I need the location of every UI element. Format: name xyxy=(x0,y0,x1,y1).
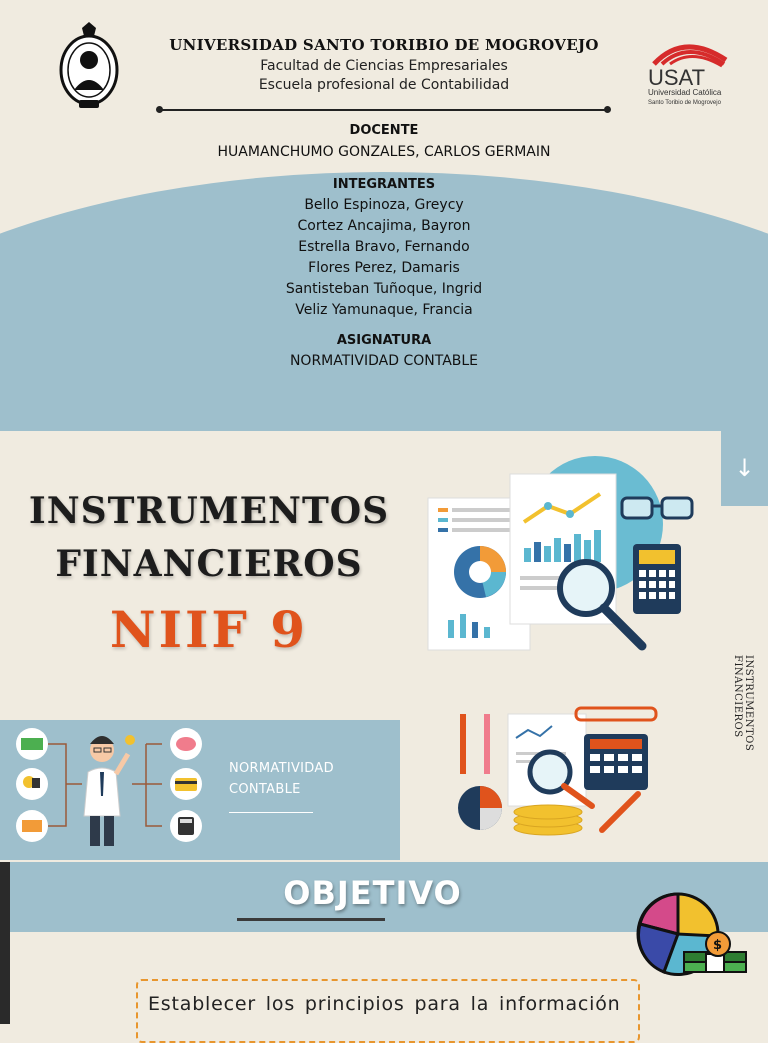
objetivo-text: Establecer los principios para la información xyxy=(148,993,621,1015)
desk-illustration xyxy=(448,706,668,846)
member-1: Bello Espinoza, Greycy xyxy=(304,197,464,213)
member-6: Veliz Yamunaque, Francia xyxy=(295,302,473,318)
calculator-icon xyxy=(633,544,681,614)
pie-chart-icon xyxy=(458,786,502,830)
money-icon xyxy=(16,728,48,760)
pencil-icon xyxy=(460,714,490,774)
member-5: Santisteban Tuñoque, Ingrid xyxy=(285,281,483,297)
vertical-title: INSTRUMENTOS FINANCIEROS xyxy=(732,655,754,752)
objetivo-title: OBJETIVO xyxy=(283,874,462,912)
businessman-icon xyxy=(12,726,212,852)
header-divider xyxy=(160,109,608,111)
member-4: Flores Perez, Damaris xyxy=(308,260,460,276)
finance-chart-icon xyxy=(634,890,750,984)
school-name: Escuela profesional de Contabilidad xyxy=(258,77,510,93)
docente-name: HUAMANCHUMO GONZALES, CARLOS GERMAIN xyxy=(217,144,551,160)
objetivo-underline xyxy=(237,918,385,921)
panel-label xyxy=(229,758,334,800)
usat-logo xyxy=(644,38,734,108)
asignatura-name: NORMATIVIDAD CONTABLE xyxy=(289,353,479,369)
member-3: Estrella Bravo, Fernando xyxy=(298,239,470,255)
university-name: UNIVERSIDAD SANTO TORIBIO DE MOGROVEJO xyxy=(169,36,599,54)
integrantes-label: INTEGRANTES xyxy=(332,177,436,192)
arrow-down-icon[interactable]: ↓ xyxy=(721,431,768,506)
usat-logo-text: USAT xyxy=(648,65,706,90)
coins-icon xyxy=(514,805,582,835)
asignatura-label: ASIGNATURA xyxy=(336,333,432,348)
member-2: Cortez Ancajima, Bayron xyxy=(297,218,471,234)
divider-dot-left xyxy=(156,106,163,113)
cover-subtitle: NIIF 9 xyxy=(109,600,309,659)
panel-underline xyxy=(229,812,313,813)
svg-text:$: $ xyxy=(713,938,723,953)
panel-label-line1: NORMATIVIDAD xyxy=(229,761,334,776)
piggy-bank-icon xyxy=(170,728,202,760)
usat-logo-sub1: Universidad Católica xyxy=(648,88,722,97)
cover-title-line2: FINANCIEROS xyxy=(55,543,363,585)
usat-logo-sub2: Santo Toribio de Mogrovejo xyxy=(648,100,721,106)
faculty-name: Facultad de Ciencias Empresariales xyxy=(260,58,508,74)
card-icon xyxy=(170,768,202,800)
panel-label-line2: CONTABLE xyxy=(229,782,301,797)
cover-title-line1: INSTRUMENTOS xyxy=(28,490,390,532)
glasses-icon xyxy=(620,494,696,524)
divider-dot-right xyxy=(604,106,611,113)
left-accent-bar xyxy=(0,862,10,1024)
docente-label: DOCENTE xyxy=(349,123,419,138)
